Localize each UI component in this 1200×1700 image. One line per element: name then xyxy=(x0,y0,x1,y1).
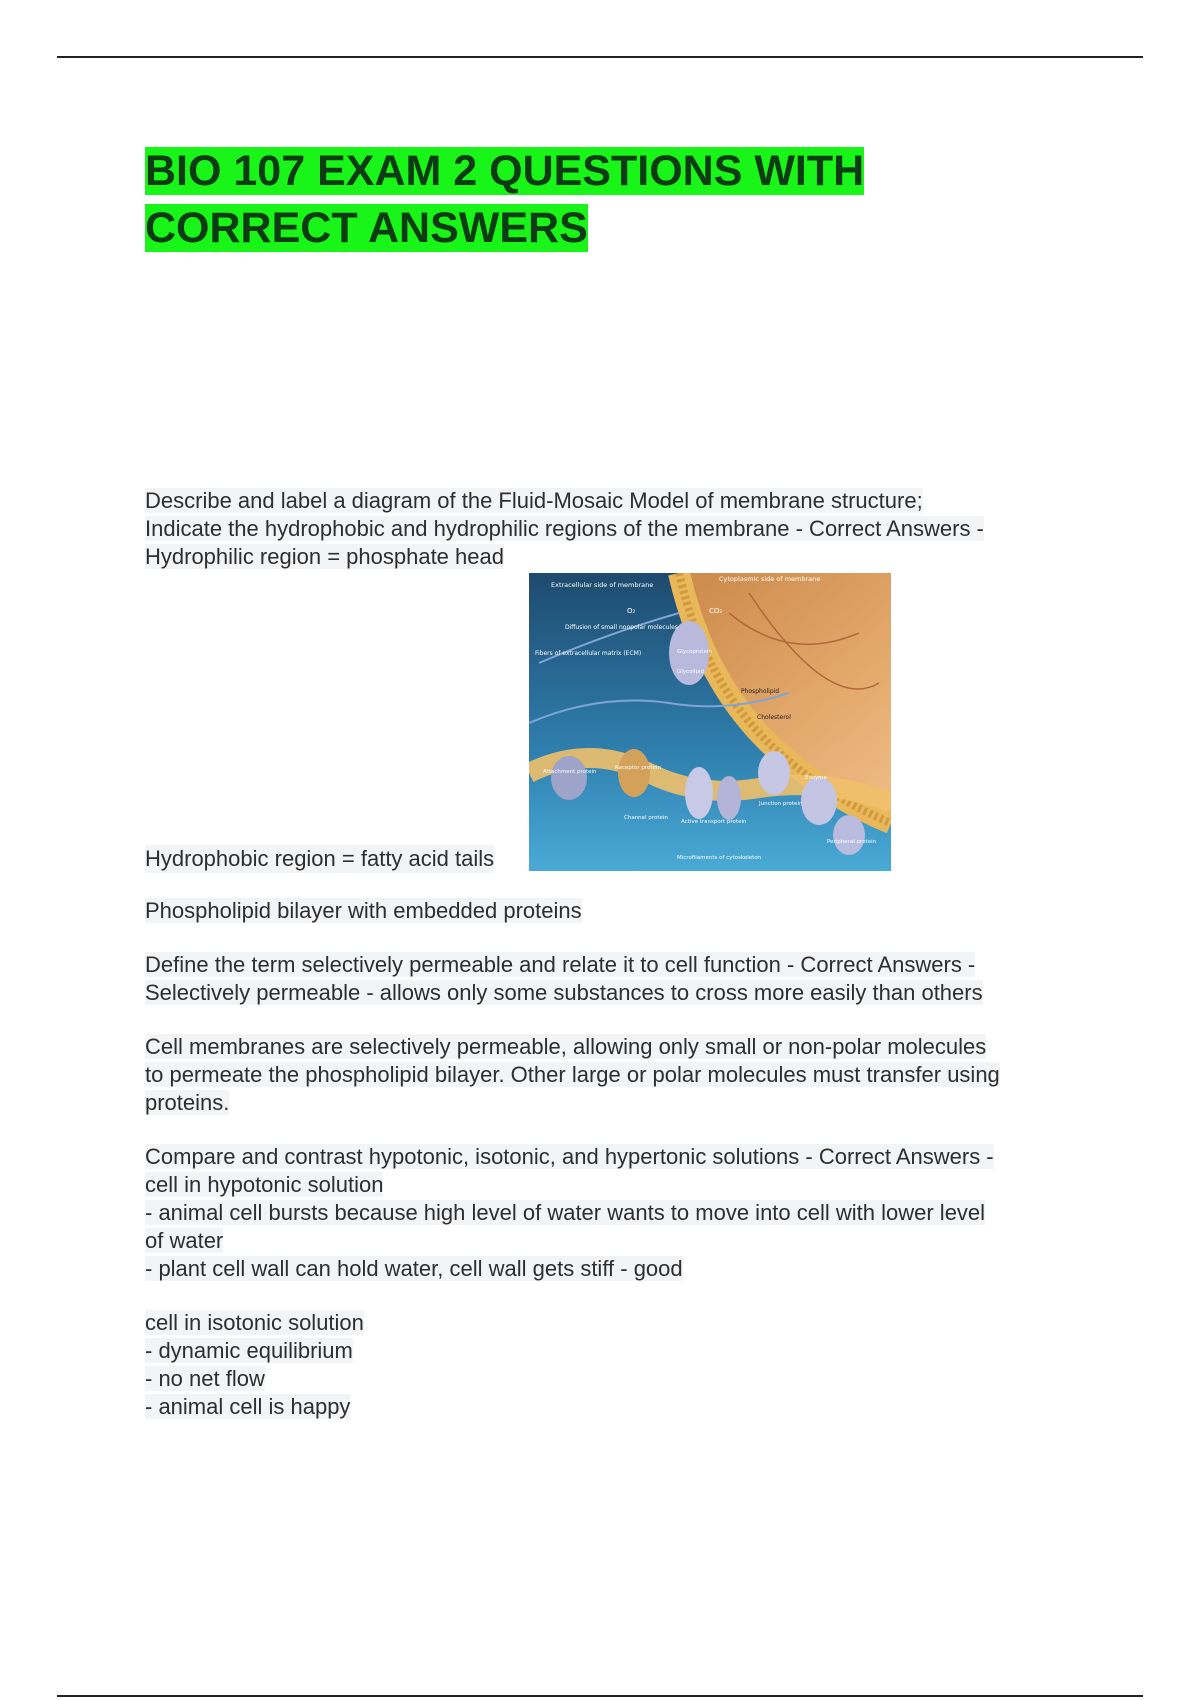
label-junction: Junction protein xyxy=(759,801,803,807)
label-o2: O₂ xyxy=(627,607,636,615)
q3-line-5: - plant cell wall can hold water, cell wall gets stiff - good xyxy=(145,1256,683,1281)
top-rule xyxy=(57,56,1143,58)
q2-p2-line-3: proteins. xyxy=(145,1090,230,1115)
label-glycolipid: Glycolipid xyxy=(677,669,705,675)
q2-p2-line-1: Cell membranes are selectively permeable, allowing only small or non-polar molecules xyxy=(145,1034,987,1059)
iso-line-4: - animal cell is happy xyxy=(145,1394,351,1419)
q1-followup xyxy=(145,897,1095,925)
q3-line-2: cell in hypotonic solution xyxy=(145,1172,384,1197)
receptor-protein-shape xyxy=(618,749,650,797)
attachment-protein-shape xyxy=(551,756,587,800)
diagram-row xyxy=(145,571,1095,871)
q1-line-3: Hydrophilic region = phosphate head xyxy=(145,544,504,569)
junction-protein-shape xyxy=(758,751,790,795)
membrane-illustration xyxy=(529,573,891,871)
qa-section xyxy=(145,487,1095,1421)
q2-line-2: Selectively permeable - allows only some substances to cross more easily than others xyxy=(145,980,983,1005)
title-line-1: BIO 107 EXAM 2 QUESTIONS WITH xyxy=(145,147,865,195)
active-transport-shape xyxy=(717,776,741,820)
question-2 xyxy=(145,951,1095,1007)
document-body xyxy=(145,143,1095,1421)
label-receptor: Receptor protein xyxy=(615,765,661,771)
iso-line-2: - dynamic equilibrium xyxy=(145,1338,353,1363)
document-title xyxy=(145,143,1095,257)
label-microfilaments: Microfilaments of cytoskeleton xyxy=(677,855,762,861)
q1-line-2: Indicate the hydrophobic and hydrophilic regions of the membrane - Correct Answers - xyxy=(145,516,984,541)
label-fibers: Fibers of extracellular matrix (ECM) xyxy=(535,650,642,657)
channel-protein-shape xyxy=(685,767,713,819)
iso-line-3: - no net flow xyxy=(145,1366,265,1391)
label-phospholipid: Phospholipid xyxy=(741,688,780,695)
label-co2: CO₂ xyxy=(709,607,723,615)
q1-after-text: Phospholipid bilayer with embedded proteins xyxy=(145,898,582,923)
question-3 xyxy=(145,1143,1095,1283)
label-active: Active transport protein xyxy=(681,819,747,825)
label-enzyme: Enzyme xyxy=(805,775,827,781)
label-cholesterol: Cholesterol xyxy=(757,714,791,721)
label-attachment: Attachment protein xyxy=(543,769,597,775)
fluid-mosaic-diagram xyxy=(529,573,891,871)
bottom-rule xyxy=(57,1695,1143,1697)
q3-line-1: Compare and contrast hypotonic, isotonic, and hypertonic solutions - Correct Answers - xyxy=(145,1144,994,1169)
iso-line-1: cell in isotonic solution xyxy=(145,1310,364,1335)
label-diffusion: Diffusion of small nonpolar molecules xyxy=(565,624,678,631)
q2-explanation xyxy=(145,1033,1095,1117)
isotonic-answer xyxy=(145,1309,1095,1421)
label-peripheral: Peripheral protein xyxy=(827,839,877,845)
label-channel: Channel protein xyxy=(624,815,668,821)
enzyme-shape xyxy=(801,777,837,825)
q2-line-1: Define the term selectively permeable and relate it to cell function - Correct Answers - xyxy=(145,952,976,977)
label-cytoplasmic: Cytoplasmic side of membrane xyxy=(719,575,821,583)
label-extracellular: Extracellular side of membrane xyxy=(551,581,654,589)
question-1 xyxy=(145,487,1095,571)
peripheral-protein-shape xyxy=(833,815,865,855)
q2-p2-line-2: to permeate the phospholipid bilayer. Other large or polar molecules must transfer using xyxy=(145,1062,1000,1087)
title-line-2: CORRECT ANSWERS xyxy=(145,204,588,252)
q3-line-4: of water xyxy=(145,1228,224,1253)
q1-line-1: Describe and label a diagram of the Fluid-Mosaic Model of membrane structure; xyxy=(145,488,923,513)
label-glycoprotein: Glycoprotein xyxy=(677,649,712,655)
q3-line-3: - animal cell bursts because high level of water wants to move into cell with lower level xyxy=(145,1200,986,1225)
hydrophobic-caption: Hydrophobic region = fatty acid tails xyxy=(145,846,495,871)
